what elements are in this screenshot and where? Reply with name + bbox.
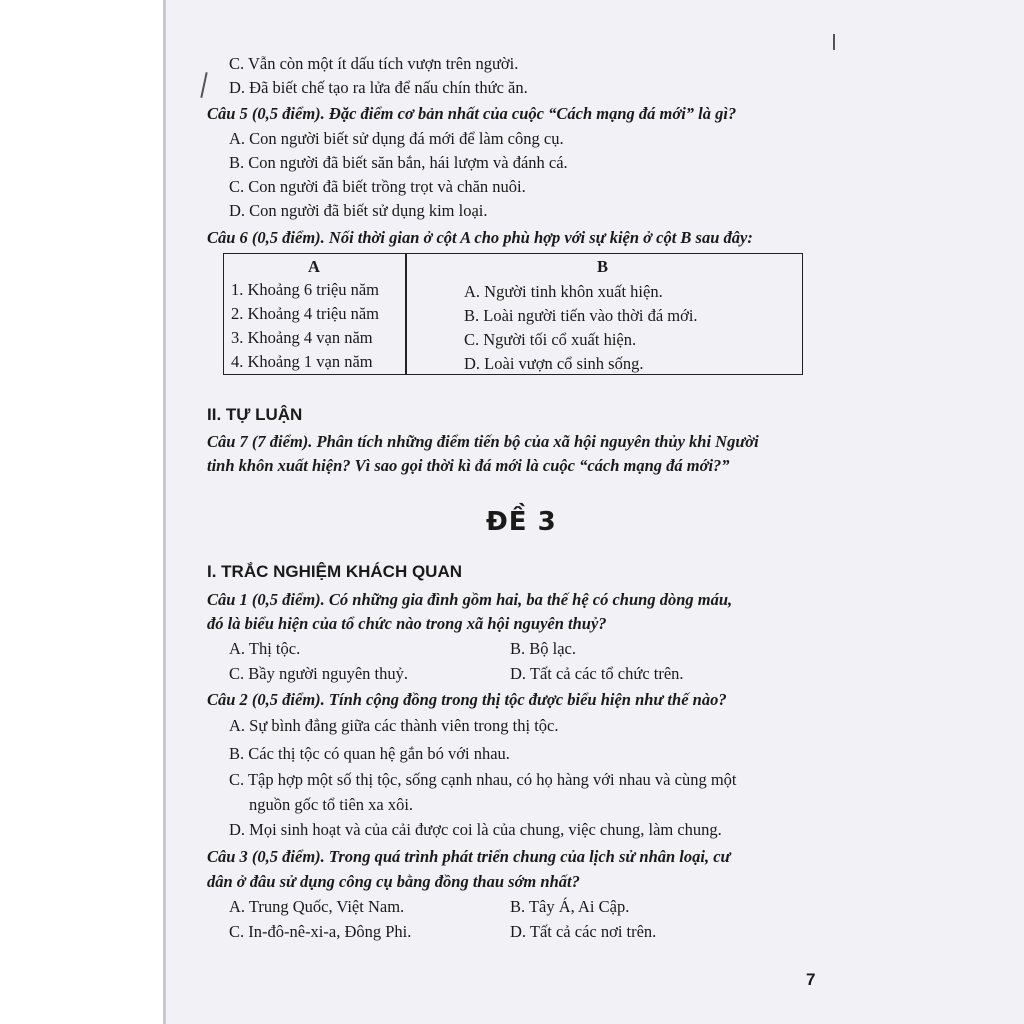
de3-question-1-line1: Câu 1 (0,5 điểm). Có những gia đình gồm hai, ba thế hệ có chung dòng máu,: [207, 590, 733, 609]
column-b-item: D. Loài vượn cổ sinh sống.: [464, 354, 644, 373]
q5-option-b: B. Con người đã biết săn bắn, hái lượm và đánh cá.: [229, 153, 568, 172]
column-b-item: A. Người tinh khôn xuất hiện.: [464, 282, 663, 301]
de3-q2-option-b: B. Các thị tộc có quan hệ gắn bó với nhau.: [229, 744, 510, 763]
de3-question-3-line1: Câu 3 (0,5 điểm). Trong quá trình phát triển chung của lịch sử nhân loại, cư: [207, 847, 731, 866]
question-7-line2: tinh khôn xuất hiện? Vì sao gọi thời kì đá mới là cuộc “cách mạng đá mới?”: [207, 456, 730, 475]
option-c: C. Vẫn còn một ít dấu tích vượn trên người.: [229, 54, 519, 73]
q5-option-d: D. Con người đã biết sử dụng kim loại.: [229, 201, 488, 220]
option-d: D. Đã biết chế tạo ra lửa để nấu chín thức ăn.: [229, 78, 528, 97]
question-7-line1: Câu 7 (7 điểm). Phân tích những điểm tiến bộ của xã hội nguyên thủy khi Người: [207, 432, 759, 451]
de3-q2-option-c-line1: C. Tập hợp một số thị tộc, sống cạnh nhau, có họ hàng với nhau và cùng một: [229, 770, 737, 789]
section-heading-multiple-choice: I. TRẮC NGHIỆM KHÁCH QUAN: [207, 562, 462, 581]
scan-mark: [833, 34, 835, 50]
column-a-item: 2. Khoảng 4 triệu năm: [231, 304, 380, 323]
de3-q1-option-c: C. Bầy người nguyên thuỷ.: [229, 664, 408, 683]
exam-title: ĐỀ 3: [486, 507, 557, 537]
column-b-item: C. Người tối cổ xuất hiện.: [464, 330, 637, 349]
column-b-header: B: [597, 257, 609, 276]
question-5: Câu 5 (0,5 điểm). Đặc điểm cơ bản nhất của cuộc “Cách mạng đá mới” là gì?: [207, 104, 737, 123]
de3-question-3-line2: dân ở đâu sử dụng công cụ bằng đồng thau sớm nhất?: [207, 872, 580, 891]
de3-q3-option-b: B. Tây Á, Ai Cập.: [510, 897, 630, 916]
de3-q1-option-a: A. Thị tộc.: [229, 639, 301, 658]
de3-q2-option-c-line2: nguồn gốc tổ tiên xa xôi.: [249, 795, 414, 814]
q5-option-c: C. Con người đã biết trồng trọt và chăn nuôi.: [229, 177, 526, 196]
q5-option-a: A. Con người biết sử dụng đá mới để làm công cụ.: [229, 129, 564, 148]
column-a-header: A: [308, 257, 320, 276]
de3-q2-option-a: A. Sự bình đẳng giữa các thành viên trong thị tộc.: [229, 716, 559, 735]
de3-q2-option-d: D. Mọi sinh hoạt và của cải được coi là của chung, việc chung, làm chung.: [229, 820, 722, 839]
table-divider: [405, 253, 407, 375]
de3-question-1-line2: đó là biểu hiện của tổ chức nào trong xã hội nguyên thuỷ?: [207, 614, 607, 633]
de3-q3-option-d: D. Tất cả các nơi trên.: [510, 922, 657, 941]
section-heading-essay: II. TỰ LUẬN: [207, 405, 303, 424]
de3-q1-option-b: B. Bộ lạc.: [510, 639, 576, 658]
de3-question-2: Câu 2 (0,5 điểm). Tính cộng đồng trong thị tộc được biểu hiện như thế nào?: [207, 690, 727, 709]
question-6: Câu 6 (0,5 điểm). Nối thời gian ở cột A cho phù hợp với sự kiện ở cột B sau đây:: [207, 228, 753, 247]
column-a-item: 1. Khoảng 6 triệu năm: [231, 280, 380, 299]
de3-q3-option-c: C. In-đô-nê-xi-a, Đông Phi.: [229, 922, 412, 941]
de3-q3-option-a: A. Trung Quốc, Việt Nam.: [229, 897, 405, 916]
column-a-item: 3. Khoảng 4 vạn năm: [231, 328, 373, 347]
column-a-item: 4. Khoảng 1 vạn năm: [231, 352, 373, 371]
page-number: 7: [806, 970, 816, 989]
column-b-item: B. Loài người tiến vào thời đá mới.: [464, 306, 698, 325]
de3-q1-option-d: D. Tất cả các tổ chức trên.: [510, 664, 684, 683]
